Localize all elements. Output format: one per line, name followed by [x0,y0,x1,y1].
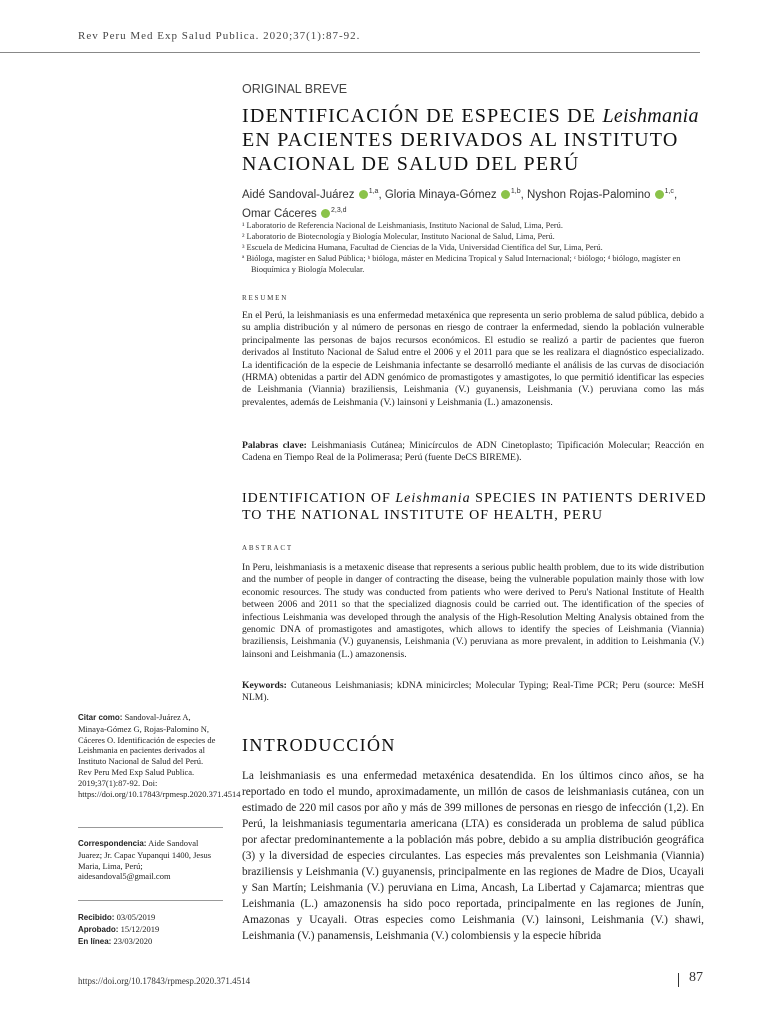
keywords-text: Leishmaniasis Cutánea; Minicírculos de ADN Cinetoplasto; Tipificación Molecular; Reacción en Cadena en Tiempo Real de la Polimerasa; Perú (fuente DeCS BIREME). [242,440,704,464]
orcid-icon[interactable] [321,209,330,218]
sidebar-rule [78,827,223,828]
cite-label: Citar como: [78,713,123,722]
abstract-heading: abstract [242,542,293,553]
section-label: ORIGINAL BREVE [242,82,348,96]
abstract-text: In Peru, leishmaniasis is a metaxenic disease that represents a serious public health problem, due to its wide distribution and the number of people in danger of contracting the disease, being the vulnerable population mainly those with low economic resources. The study was conducted from patients who were derived to Peru's National Institute of Health between 2006 and 2011 so that the specialized diagnosis could be carried out. The identification of the species of infectious Leishmania was developed through the analysis of the High-Resolution Melting Analysis obtained from the genomic DNA of promastigotes and amastigotes, which allows to identify the species of Leishmania (Viannia) braziliensis, Leishmania (V.) guyanensis, Leishmania (V.) peruviana as more prevalent, in addition to Leishmania (V.) lainsoni and Leishmania (L.) amazonensis. [242,562,704,660]
author-sup: 1,c [664,188,674,195]
author-list: Aidé Sandoval-Juárez $^{1,a}$, Gloria Minaya-Gómez $^{1,b}$, Nyshon Rojas-Palomino $^{1,c}$, Omar Cáceres $^{2,3,d}$ [242,188,678,220]
en-title-part-b: SPECIES IN PATIENTS DERIVED TO THE NATIONAL INSTITUTE OF HEALTH, PERU [242,491,707,523]
correspondence-box [78,838,218,882]
corr-text[interactable]: Aide Sandoval Juarez; Jr. Capac Yupanqui 1400, Jesus Maria, Lima, Perú; aidesandoval5@gmail.com [78,838,212,882]
running-head: Rev Peru Med Exp Salud Publica. 2020;37(1):87-92. [78,30,361,42]
title-genus: Leishmania [602,105,699,127]
affiliation: ³ Escuela de Medicina Humana, Facultad de Ciencias de la Vida, Universidad Científica del Sur, Lima, Perú. [242,243,603,252]
aprobado-label: Aprobado: [78,924,119,934]
title-part-b: EN PACIENTES DERIVADOS AL INSTITUTO NACIONAL DE SALUD DEL PERÚ [242,129,679,175]
intro-text: La leishmaniasis es una enfermedad metaxénica desatendida. En los últimos cinco años, se ha reportado en todo el mundo, aproximadamente, un millón de casos de leishmaniasis cutánea, con un estimado de 220 mil casos por año y más de 399 millones de personas en riesgo de infección (1,2). En Perú, la leishmaniasis tegumentaria americana (LTA) es considerada un problema de salud pública por afectar predominantemente a la población más pobre, debido a su amplia distribución geográfica (3) y la diversidad de especies circulantes. Las especies más prevalentes son Leishmania (Viannia) braziliensis y Leishmania (V.) guyanensis, principalmente en las regiones de Madre de Dios, Ucayali y San Martín; Leishmania (V.) peruviana en Lima, Ancash, La Libertad y Cajamarca; mientras que Leishmania (L.) amazonensis ha sido poco reportada, principalmente en las regiones de Junín, Amazonas y Ucayali. Otras especies como Leishmania (V.) lainsoni, Leishmania (V.) shawi, Leishmania (V.) panamensis, Leishmania (V.) colombiensis y la especie híbrida [242,770,704,942]
palabras-clave [242,440,704,465]
intro-heading: INTRODUCCIÓN [242,735,396,755]
en-title-part-a: IDENTIFICATION OF [242,491,396,506]
author-sup: 1,b [510,188,521,195]
keywords-en-text: Cutaneous Leishmaniasis; kDNA minicircles; Molecular Typing; Real-Time PCR; Peru (source: MeSH NLM). [242,680,704,704]
enlinea-label: En línea: [78,936,112,946]
author-name: Aidé Sandoval-Juárez [242,188,355,201]
keywords-en [242,680,704,705]
footer-doi[interactable]: https://doi.org/10.17843/rpmesp.2020.371.4514 [78,976,251,986]
page-number: 87 [689,970,703,985]
keywords-label: Palabras clave: [242,440,307,451]
author-name: Nyshon Rojas-Palomino [527,188,651,201]
article-title [242,104,712,176]
en-title-genus: Leishmania [395,491,471,506]
orcid-icon[interactable] [359,190,368,199]
affiliation: ª Bióloga, magíster en Salud Pública; ᵇ bióloga, máster en Medicina Tropical y Salud Internacional; ᶜ biólogo; ᵈ biólogo, magíster en Bioquímica y Biología Molecular. [242,254,681,274]
author-name: Omar Cáceres [242,207,317,220]
title-part-a: IDENTIFICACIÓN DE ESPECIES DE [242,105,603,127]
cite-text[interactable]: Sandoval-Juárez A, Minaya-Gómez G, Rojas-Palomino N, Cáceres O. Identificación de especies de Leishmania en pacientes derivados al Instituto Nacional de Salud del Perú. Rev Peru Med Exp Salud Publica. 2019;37(1):87-92. Doi: https://doi.org/10.17843/rpmesp.2020.371.4514 [78,712,241,799]
dates-box [78,912,218,947]
affiliation: ² Laboratorio de Biotecnología y Biología Molecular, Instituto Nacional de Salud, Lima, Perú. [242,232,555,241]
affiliation: ¹ Laboratorio de Referencia Nacional de Leishmaniasis, Instituto Nacional de Salud, Lima, Perú. [242,221,563,230]
recibido-label: Recibido: [78,913,115,922]
recibido-date: 03/05/2019 [114,912,156,922]
author-sup: 1,a [368,188,379,195]
author-name: Gloria Minaya-Gómez [384,188,497,201]
orcid-icon[interactable] [501,190,510,199]
enlinea-date: 23/03/2020 [111,935,153,946]
sidebar-rule [78,900,223,901]
orcid-icon[interactable] [655,190,664,199]
footer-divider [678,973,679,987]
citation-box [78,712,241,799]
resumen-heading: resumen [242,292,289,303]
header-rule [0,52,700,53]
affiliations [242,220,712,275]
english-title [242,490,712,524]
resumen-text: En el Perú, la leishmaniasis es una enfermedad metaxénica que representa un serio problema de salud pública, debido a su amplia distribución y al número de personas en riesgo de contraer la enfermedad, siendo la población vulnerable principalmente las personas de bajos recursos económicos. El estudio se realizó a partir de pacientes que fueron derivados al Instituto Nacional de Salud entre el 2006 y el 2011 para que se les realizara el diagnóstico especializado. La identificación de la especie de Leishmania infectante se desarrolló mediante el análisis de las curvas de disociación (HRMA) obtenidas a partir del ADN genómico de promastigotes y amastigotes, lo que permitió identificar las especies de Leishmania (Viannia) braziliensis, Leishmania (V.) guyanensis, Leishmania (V.) peruviana como las más prevalentes, además de Leishmania (V.) lainsoni y Leishmania (L.) amazonensis. [242,310,704,408]
author-sup: 2,3,d [330,206,347,214]
keywords-en-label: Keywords: [242,680,287,691]
corr-label: Correspondencia: [78,839,147,848]
aprobado-date: 15/12/2019 [118,923,160,934]
